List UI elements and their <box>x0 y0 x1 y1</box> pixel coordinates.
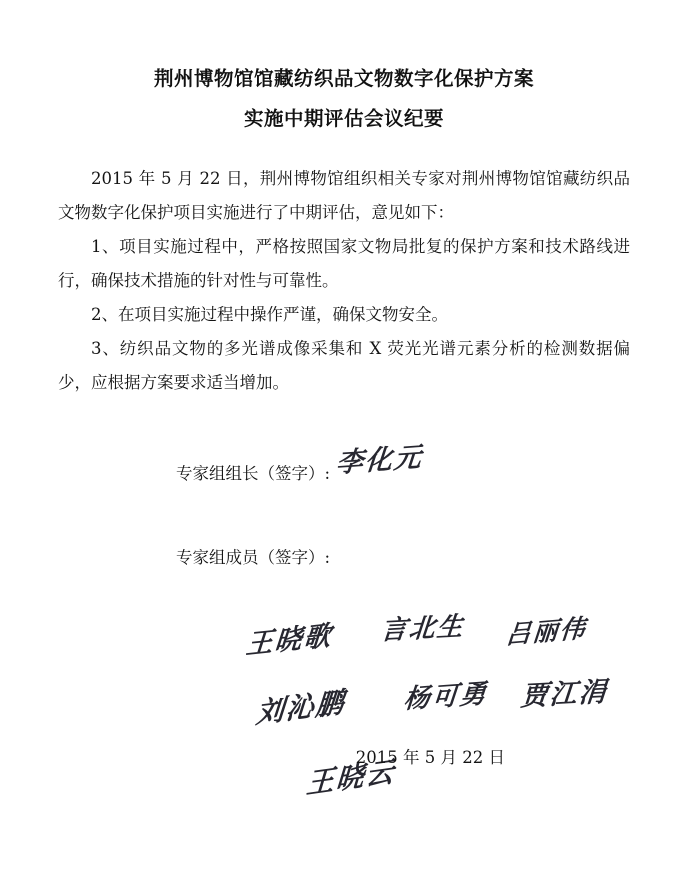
member-signature-1: 王晓歌 <box>244 620 334 661</box>
leader-signature-label: 专家组组长（签字）: <box>176 463 331 483</box>
member-signature-3: 吕丽伟 <box>504 613 589 650</box>
document-date: 2015 年 5 月 22 日 <box>355 748 505 767</box>
paragraph-item-1: 1、项目实施过程中，严格按照国家文物局批复的保护方案和技术路线进行，确保技术措施的针对性与可靠性。 <box>58 237 630 290</box>
title-line-1: 荆州博物馆馆藏纺织品文物数字化保护方案 <box>153 67 534 90</box>
member-signature-2: 言北生 <box>379 611 467 647</box>
leader-signature-row <box>176 441 630 504</box>
paragraph-intro: 2015 年 5 月 22 日，荆州博物馆组织相关专家对荆州博物馆馆藏纺织品文物数字化保护项目实施进行了中期评估，意见如下： <box>58 169 630 222</box>
member-signature-7: 王晓云 <box>305 754 397 801</box>
member-signature-5: 杨可勇 <box>402 678 490 716</box>
members-signature-label: 专家组成员（签字）: <box>176 547 331 567</box>
member-signature-6: 贾江涓 <box>519 676 610 713</box>
members-signature-row <box>176 542 630 588</box>
leader-signature-handwriting: 李化元 <box>334 441 425 480</box>
paragraph-item-2: 2、在项目实施过程中操作严谨，确保文物安全。 <box>91 305 448 324</box>
signature-block <box>58 441 630 824</box>
document-title <box>0 62 688 136</box>
member-signature-4: 刘沁鹏 <box>254 685 348 730</box>
members-signature-area <box>176 594 630 824</box>
paragraph-item-3: 3、纺织品文物的多光谱成像采集和 X 荧光光谱元素分析的检测数据偏少，应根据方案要求适当增加。 <box>58 339 630 392</box>
title-line-2: 实施中期评估会议纪要 <box>243 107 444 130</box>
document-body <box>58 162 630 824</box>
